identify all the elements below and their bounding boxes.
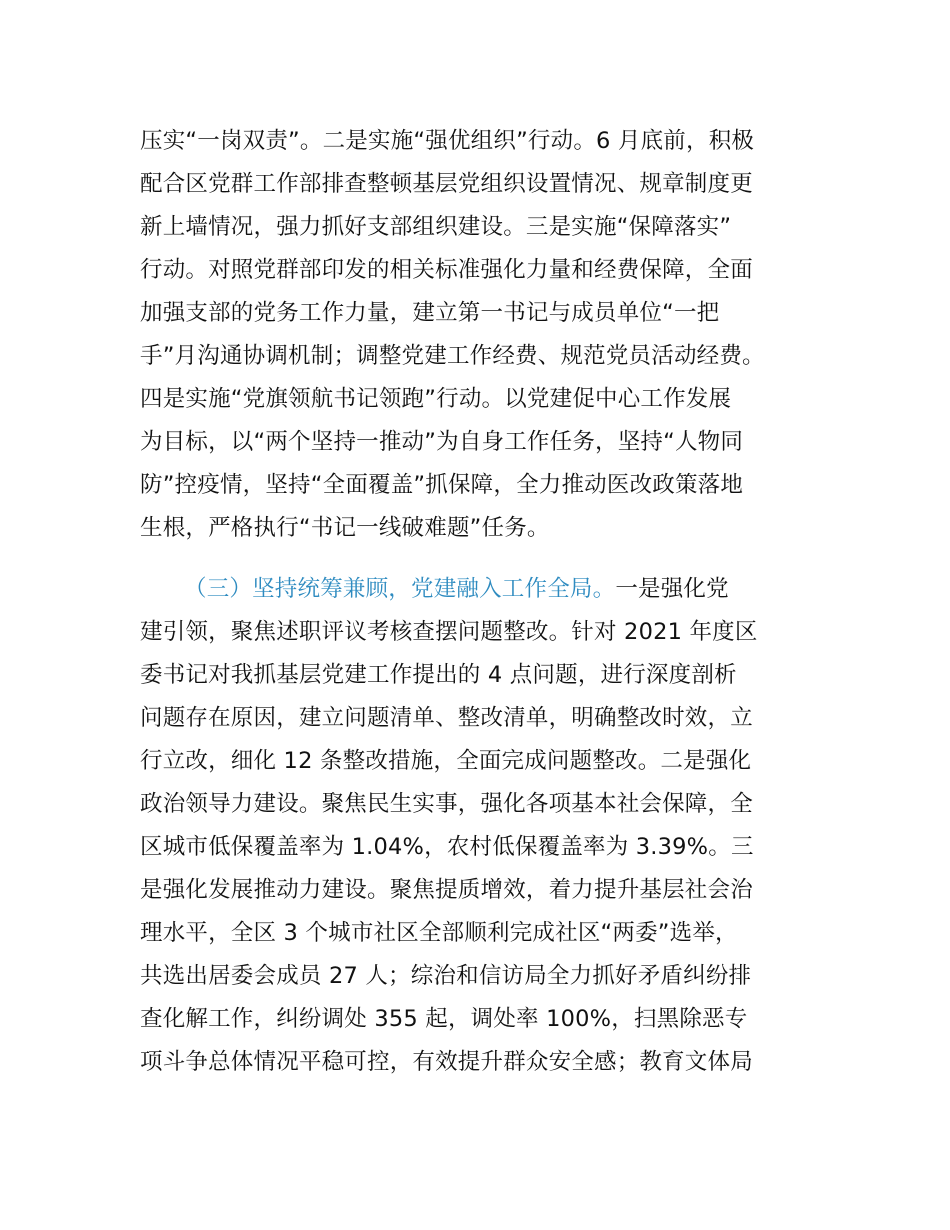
section-3-line-8: 是强化发展推动力建设。聚焦提质增效，着力提升基层社会治 [140, 877, 753, 903]
paragraph-1-line-1: 压实“一岗双责”。二是实施“强优组织”行动。6 月底前，积极 [140, 128, 755, 154]
section-3-line-4: 问题存在原因，建立问题清单、整改清单，明确整改时效，立 [140, 705, 753, 731]
paragraph-1-line-6: 手”月沟通协调机制；调整党建工作经费、规范党员活动经费。 [140, 343, 765, 369]
section-3-first-line [184, 569, 729, 609]
section-3-line-5: 行立改，细化 12 条整改措施，全面完成问题整改。二是强化 [140, 748, 752, 774]
section-3-line-7: 区城市低保覆盖率为 1.04%，农村低保覆盖率为 3.39%。三 [140, 834, 754, 860]
paragraph-1-line-9: 防”控疫情，坚持“全面覆盖”抓保障，全力推动医改政策落地 [140, 472, 744, 498]
paragraph-1-line-2: 配合区党群工作部排查整顿基层党组织设置情况、规章制度更 [140, 171, 753, 197]
section-3-line-11: 查化解工作，纠纷调处 355 起，调处率 100%，扫黑除恶专 [140, 1006, 748, 1032]
paragraph-1-line-5: 加强支部的党务工作力量，建立第一书记与成员单位“一把 [140, 300, 720, 326]
section-3-line-10: 共选出居委会成员 27 人；综治和信访局全力抓好矛盾纠纷排 [140, 963, 752, 989]
section-3-first-line-rest: 一是强化党 [615, 576, 729, 602]
paragraph-1-line-8: 为目标，以“两个坚持一推动”为自身工作任务，坚持“人物同 [140, 429, 744, 455]
paragraph-1-line-4: 行动。对照党群部印发的相关标准强化力量和经费保障，全面 [140, 257, 753, 283]
section-3-line-9: 理水平，全区 3 个城市社区全部顺利完成社区“两委”选举， [140, 920, 738, 946]
section-3-line-2: 建引领，聚焦述职评议考核查摆问题整改。针对 2021 年度区 [140, 619, 758, 645]
section-3-line-3: 委书记对我抓基层党建工作提出的 4 点问题，进行深度剖析 [140, 662, 737, 688]
section-3-line-6: 政治领导力建设。聚焦民生实事，强化各项基本社会保障，全 [140, 791, 753, 817]
section-3-line-12: 项斗争总体情况平稳可控，有效提升群众安全感；教育文体局 [140, 1049, 753, 1075]
paragraph-1-line-7: 四是实施“党旗领航书记领跑”行动。以党建促中心工作发展 [140, 386, 732, 412]
paragraph-1-line-3: 新上墙情况，强力抓好支部组织建设。三是实施“保障落实” [140, 214, 732, 240]
paragraph-1-line-10: 生根，严格执行“书记一线破难题”任务。 [140, 515, 550, 541]
section-3-heading: （三）坚持统筹兼顾，党建融入工作全局。 [184, 576, 616, 602]
